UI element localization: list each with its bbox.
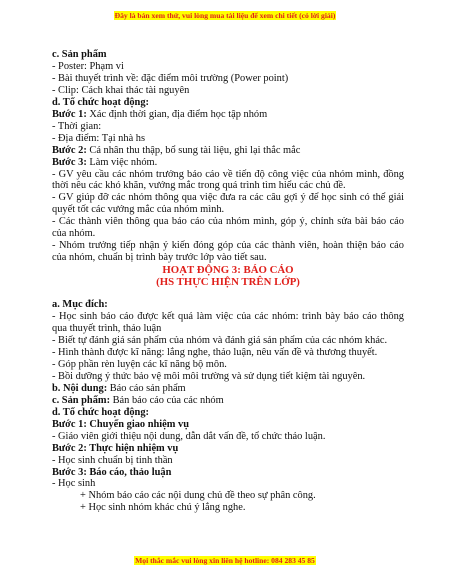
paragraph-gv-help: - GV giúp đỡ các nhóm thông qua việc đưa ra các câu gợi ý để học sinh có thể giải quyết tốt các vướng mắc của nhóm mình. — [52, 192, 404, 216]
purpose-report: - Học sinh báo cáo được kết quả làm việc của các nhóm: trình bày báo cáo thông qua thuyết trình, thảo luận — [52, 311, 404, 335]
product-line — [52, 395, 404, 407]
paragraph-leader: - Nhóm trưởng tiếp nhận ý kiến đóng góp của các thành viên, hoàn thiện báo cáo của nhóm, chuẩn bị trình bày trước lớp vào tiết sau. — [52, 240, 404, 264]
spacer — [52, 288, 404, 299]
step-2-label: Bước 2: — [52, 144, 87, 156]
product-label: c. Sản phẩm: — [52, 394, 111, 406]
location-line: - Địa điểm: Tại nhà hs — [52, 132, 146, 144]
step-2-line — [52, 145, 404, 157]
content-line — [52, 383, 404, 395]
step-1-label: Bước 1: — [52, 108, 87, 120]
preview-banner-text: Đây là bản xem thử, vui lòng mua tài liệu để xem chi tiết (có lời giải) — [114, 11, 336, 20]
content-text: Báo cáo sản phẩm — [107, 382, 186, 394]
paragraph-members: - Các thành viên thông qua báo cáo của nhóm mình, góp ý, chỉnh sửa bài báo cáo của nhóm. — [52, 216, 404, 240]
purpose-awareness: - Bồi dưỡng ý thức bảo vệ môi môi trường và sử dụng tiết kiệm tài nguyên. — [52, 370, 366, 382]
hotline-footer — [0, 556, 450, 566]
section-heading-organization-2: d. Tổ chức hoạt động: — [52, 406, 149, 418]
step-3-text: Làm việc nhóm. — [86, 156, 158, 168]
product-presentation: - Bài thuyết trình về: đặc điểm môi trường (Power point) — [52, 72, 289, 84]
step-3-line — [52, 157, 404, 169]
section-heading-organization: d. Tổ chức hoạt động: — [52, 96, 149, 108]
step-2-desc: - Học sinh chuẩn bị tinh thần — [52, 454, 173, 466]
step-3-heading: Bước 3: Báo cáo, thảo luận — [52, 466, 172, 478]
product-poster: - Poster: Phạm vi — [52, 60, 124, 72]
activity-3-subtitle: (HS THỰC HIỆN TRÊN LỚP) — [156, 276, 300, 289]
product-text: Bản báo cáo của các nhóm — [110, 394, 224, 406]
section-heading-product: c. Sản phẩm — [52, 49, 107, 60]
step-3-item-2: + Học sinh nhóm khác chú ý lắng nghe. — [80, 502, 246, 514]
paragraph-gv-request: - GV yêu cầu các nhóm trưởng báo cáo về tiến độ công việc của nhóm mình, đồng thời nêu các khó khăn, vướng mắc trong quá trình tìm hiểu các chủ đề. — [52, 168, 404, 192]
activity-3-title: HOẠT ĐỘNG 3: BÁO CÁO — [162, 264, 294, 277]
step-1-heading: Bước 1: Chuyển giao nhiệm vụ — [52, 418, 189, 430]
step-2-heading: Bước 2: Thực hiện nhiệm vụ — [52, 442, 179, 454]
step-3-label: Bước 3: — [52, 156, 87, 168]
step-1-desc: - Giáo viên giới thiệu nội dung, dẫn dắt vấn đề, tổ chức thảo luận. — [52, 430, 326, 442]
step-3-item-1: + Nhóm báo cáo các nội dung chủ đề theo sự phân công. — [80, 490, 316, 502]
step-3-desc: - Học sinh — [52, 478, 96, 490]
step-1-text: Xác định thời gian, địa điểm học tập nhóm — [86, 108, 268, 120]
hotline-text: Mọi thắc mắc vui lòng xin liên hệ hotline: 084 283 45 85 — [135, 556, 315, 565]
step-2-text: Cá nhân thu thập, bổ sung tài liệu, ghi lại thắc mắc — [86, 144, 301, 156]
purpose-evaluate: - Biết tự đánh giá sản phẩm của nhóm và đánh giá sản phẩm của các nhóm khác. — [52, 335, 388, 347]
time-line: - Thời gian: — [52, 120, 102, 132]
preview-banner — [0, 11, 450, 21]
product-clip: - Clip: Cách khai thác tài nguyên — [52, 84, 190, 96]
purpose-skills: - Hình thành được kĩ năng: lắng nghe, thảo luận, nêu vấn đề và thương thuyết. — [52, 346, 378, 358]
document-body — [52, 49, 404, 514]
step-1-line — [52, 109, 404, 121]
purpose-practice: - Góp phần rèn luyện các kĩ năng bộ môn. — [52, 358, 227, 370]
section-heading-purpose: a. Mục đích: — [52, 299, 108, 311]
content-label: b. Nội dung: — [52, 382, 108, 394]
